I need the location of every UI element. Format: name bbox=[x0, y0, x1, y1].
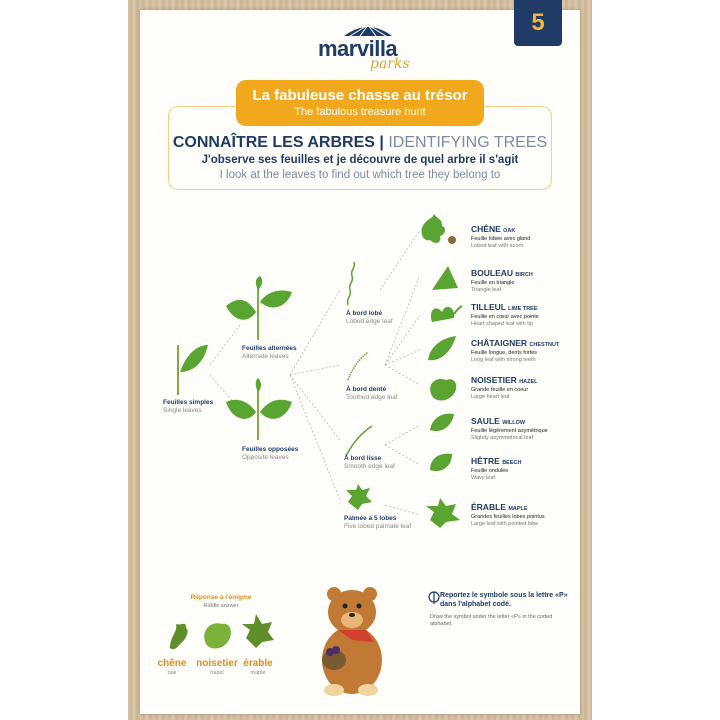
tree-name-en: OAK bbox=[503, 228, 516, 234]
oak-leaf-icon bbox=[421, 214, 456, 244]
answer-oak-leaf-icon bbox=[170, 624, 188, 649]
toothed-edge-label bbox=[346, 386, 398, 402]
tree-name-fr: NOISETIER bbox=[471, 375, 517, 385]
tree-name-fr: BOULEAU bbox=[471, 268, 514, 278]
opposite-leaves-en: Opposite leaves bbox=[242, 454, 289, 461]
page-number-badge: 5 bbox=[514, 0, 562, 46]
tree-desc-fr: Feuille ondulée bbox=[471, 468, 509, 474]
heading-fr: CONNAÎTRE LES ARBRES bbox=[172, 134, 375, 151]
tree-name-lime bbox=[471, 302, 538, 312]
answer-word-maple: érable bbox=[243, 658, 273, 669]
tree-name-en: BIRCH bbox=[515, 272, 533, 278]
answer-hazel-leaf-icon bbox=[204, 623, 231, 648]
tree-desc-beech bbox=[471, 468, 508, 482]
answer-word-maple-en: maple bbox=[250, 670, 266, 676]
tree-desc-birch bbox=[471, 280, 514, 294]
smooth-edge-en: Smooth edge leaf bbox=[344, 463, 395, 470]
opposite-leaves-illustration bbox=[226, 378, 292, 440]
palmate-fr: Palmée à 5 lobes bbox=[344, 515, 397, 522]
tree-name-fr: ÉRABLE bbox=[471, 502, 506, 512]
alternate-leaves-en: Alternate leaves bbox=[242, 353, 289, 360]
tree-name-en: HAZEL bbox=[519, 379, 538, 385]
riddle-answer-en: Riddle answer bbox=[203, 603, 239, 609]
tree-desc-willow bbox=[471, 428, 548, 442]
palmate-leaf-icon bbox=[346, 484, 372, 510]
tree-desc-en: Large heart leaf bbox=[471, 394, 510, 400]
beech-leaf-icon bbox=[430, 454, 452, 471]
tree-desc-fr: Feuille légèrement asymétrique bbox=[471, 428, 548, 434]
palmate-label bbox=[344, 515, 411, 531]
tree-name-chestnut bbox=[471, 338, 559, 348]
smooth-edge-fr: À bord lisse bbox=[344, 455, 382, 462]
tree-desc-fr: Feuille lobée avec gland bbox=[471, 236, 531, 242]
tree-desc-fr: Grande feuille en coeur bbox=[471, 387, 529, 393]
answer-word-oak: chêne bbox=[157, 658, 187, 669]
logo-wordmark: marvilla bbox=[318, 36, 398, 61]
chestnut-leaf-icon bbox=[428, 336, 456, 360]
title-en: The fabulous treasure hunt bbox=[294, 106, 426, 118]
tree-desc-fr: Feuille en cœur avec pointe bbox=[471, 314, 539, 320]
subheading-fr: J'observe ses feuilles et je découvre de quel arbre il s'agit bbox=[201, 154, 519, 166]
bear-mascot bbox=[322, 587, 382, 696]
lobed-edge-label bbox=[346, 310, 393, 326]
subheading-en: I look at the leaves to find out which tree they belong to bbox=[219, 169, 501, 181]
alternate-leaves-fr: Feuilles alternées bbox=[242, 345, 297, 352]
riddle-answer-fr: Réponse à l'énigme bbox=[190, 594, 252, 601]
tree-name-hazel bbox=[471, 375, 538, 385]
tree-desc-chestnut bbox=[471, 350, 537, 364]
tree-desc-en: Triangle leaf bbox=[471, 287, 502, 293]
tree-desc-en: Heart shaped leaf with tip bbox=[471, 321, 534, 327]
simple-leaves-label bbox=[163, 399, 213, 415]
tree-name-en: MAPLE bbox=[508, 506, 528, 512]
lobed-edge-fr: À bord lobé bbox=[346, 310, 383, 317]
tree-desc-en: Wavy leaf bbox=[471, 475, 495, 481]
tree-desc-fr: Feuille en triangle bbox=[471, 280, 515, 286]
lime-leaf-icon bbox=[431, 306, 462, 322]
toothed-edge-icon bbox=[348, 352, 368, 380]
tree-name-en: LIME TREE bbox=[508, 306, 538, 312]
connector-lines bbox=[210, 230, 420, 515]
heading-separator: | bbox=[379, 134, 384, 151]
tree-name-en: WILLOW bbox=[502, 420, 526, 426]
hazel-leaf-icon bbox=[430, 379, 456, 401]
instruction-en: Draw the symbol under the letter «P» in the coded alphabet. bbox=[430, 614, 553, 627]
answer-word-hazel-en: hazel bbox=[210, 670, 224, 676]
tree-desc-maple bbox=[471, 514, 545, 528]
smooth-edge-icon bbox=[346, 426, 372, 456]
palmate-en: Five lobed palmate leaf bbox=[344, 523, 412, 530]
tree-name-willow bbox=[471, 416, 525, 426]
simple-leaf-illustration bbox=[178, 345, 208, 395]
tree-name-birch bbox=[471, 268, 533, 278]
tree-name-en: BEECH bbox=[502, 460, 522, 466]
toothed-edge-fr: À bord denté bbox=[346, 386, 387, 393]
lobed-edge-en: Lobed edge leaf bbox=[346, 318, 393, 325]
tree-name-fr: HÊTRE bbox=[471, 456, 500, 466]
tree-name-beech bbox=[471, 456, 521, 466]
tree-name-fr: CHÂTAIGNER bbox=[471, 338, 528, 348]
maple-leaf-icon bbox=[426, 498, 460, 528]
title-fr: La fabuleuse chasse au trésor bbox=[252, 87, 468, 104]
tree-desc-en: Large leaf with pointed lobe bbox=[471, 521, 539, 527]
instruction-fr: Reportez le symbole sous la lettre «P» dans l'alphabet codé. bbox=[440, 592, 568, 608]
logo-subtitle: parks bbox=[370, 56, 410, 72]
symbol-icon bbox=[429, 592, 439, 604]
simple-leaves-fr: Feuilles simples bbox=[163, 399, 214, 406]
tree-name-fr: CHÊNE bbox=[471, 224, 501, 234]
tree-name-oak bbox=[471, 224, 515, 234]
tree-desc-en: Long leaf with strong teeth bbox=[471, 357, 536, 363]
riddle-answer-title bbox=[176, 594, 266, 610]
answer-maple-leaf-icon bbox=[242, 614, 274, 648]
tree-desc-en: Lobed leaf with acorn bbox=[471, 243, 524, 249]
willow-leaf-icon bbox=[430, 414, 454, 431]
simple-leaves-en: Single leaves bbox=[163, 407, 202, 414]
tree-name-fr: SAULE bbox=[471, 416, 500, 426]
tree-desc-fr: Grandes feuilles lobes pointus bbox=[471, 514, 545, 520]
tree-desc-oak bbox=[471, 236, 530, 250]
smooth-edge-label bbox=[344, 455, 395, 471]
answer-word-hazel: noisetier bbox=[196, 658, 238, 669]
tree-desc-hazel bbox=[471, 387, 528, 401]
answer-word-oak-en: oak bbox=[167, 670, 177, 676]
tree-desc-en: Slightly asymmetrical leaf bbox=[471, 435, 534, 441]
tree-name-en: CHESTNUT bbox=[529, 342, 560, 348]
alternate-leaves-label bbox=[242, 345, 297, 361]
opposite-leaves-label bbox=[242, 446, 298, 462]
toothed-edge-en: Toothed edge leaf bbox=[346, 394, 398, 401]
tree-name-fr: TILLEUL bbox=[471, 302, 506, 312]
tree-name-maple bbox=[471, 502, 528, 512]
tree-desc-fr: Feuille longue, dents fortes bbox=[471, 350, 538, 356]
tree-desc-lime bbox=[471, 314, 539, 328]
alternate-leaves-illustration bbox=[226, 276, 292, 340]
opposite-leaves-fr: Feuilles opposées bbox=[242, 446, 299, 453]
lobed-edge-icon bbox=[348, 262, 355, 305]
heading-en: IDENTIFYING TREES bbox=[388, 134, 548, 151]
birch-leaf-icon bbox=[432, 266, 458, 290]
